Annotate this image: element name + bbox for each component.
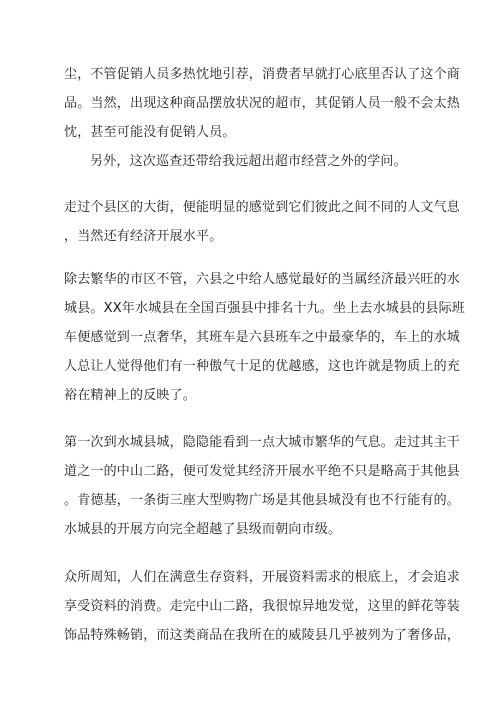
paragraph-line: 忱，甚至可能没有促销人员。 [64, 125, 236, 140]
paragraph-1 [64, 60, 461, 147]
paragraph-line: 人总让人觉得他们有一种傲气十足的优越感，这也许就是物质上的充 [64, 359, 461, 374]
paragraph-3 [64, 193, 461, 251]
paragraph-line: 道之一的中山二路，便可发觉其经济开展水平绝不只是略高于其他县 [64, 464, 461, 479]
paragraph-line: 。肯德基，一条街三座大型购物广场是其他县城没有也不行能有的。 [64, 493, 461, 508]
paragraph-4 [64, 265, 466, 410]
paragraph-line: 第一次到水城县城，隐隐能看到一点大城市繁华的气息。走过其主干 [64, 435, 461, 450]
paragraph-line: 品。当然，出现这种商品摆放状况的超市，其促销人员一般不会太热 [64, 96, 461, 111]
paragraph-2 [64, 147, 436, 176]
paragraph-line: 车便感觉到一点奢华，其班车是六县班车之中最豪华的，车上的水城 [64, 330, 461, 345]
paragraph-5 [64, 428, 461, 544]
paragraph-line: 裕在精神上的反映了。 [64, 388, 197, 403]
paragraph-line: 众所周知，人们在满意生存资料，开展资料需求的根底上，才会追求 [64, 570, 461, 585]
paragraph-line: 除去繁华的市区不管，六县之中给人感觉最好的当属经济最兴旺的水 [64, 272, 461, 287]
paragraph-line: 另外，这次巡查还带给我远超出超市经营之外的学问。 [90, 154, 407, 169]
paragraph-line: 尘，不管促销人员多热忱地引荐，消费者早就打心底里否认了这个商 [64, 67, 461, 82]
paragraph-line: 走过个县区的大街，便能明显的感觉到它们彼此之间不同的人文气息 [64, 200, 461, 215]
paragraph-6 [64, 563, 461, 650]
paragraph-line: 享受资料的消费。走完中山二路，我很惊异地发觉，这里的鲜花等装 [64, 599, 461, 614]
paragraph-line: 水城县的开展方向完全超越了县级而朝向市级。 [64, 522, 342, 537]
paragraph-line: 城县。XX年水城县在全国百强县中排名十九。坐上去水城县的县际班 [64, 301, 466, 316]
paragraph-line: ，当然还有经济开展水平。 [64, 229, 223, 244]
paragraph-line: 饰品特殊畅销，而这类商品在我所在的威陵县几乎被列为了奢侈品， [64, 628, 461, 643]
